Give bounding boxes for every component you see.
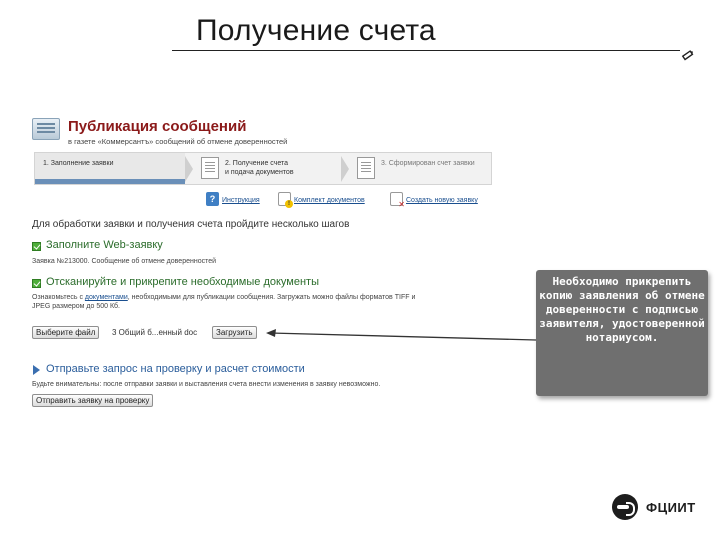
pen-icon: [680, 47, 697, 64]
publication-icon: [32, 118, 60, 140]
document-set-icon: [278, 192, 291, 206]
new-request-icon: [390, 192, 403, 206]
document-icon: [201, 157, 219, 179]
step-2-line2: и подача документов: [225, 169, 294, 176]
upload-button[interactable]: Загрузить: [212, 326, 257, 339]
logo-text: ФЦИИТ: [646, 500, 696, 515]
slide-title: Получение счета: [196, 14, 436, 47]
file-status: 3 Общий б...енный doc: [112, 328, 198, 337]
section-3-arrow-icon: [33, 365, 40, 375]
callout-box: [536, 270, 708, 396]
action-links: [206, 192, 496, 208]
step-3-label: 3. Сформирован счет заявки: [381, 160, 475, 167]
section-2-text-line2: JPEG размером до 500 Кб.: [32, 303, 120, 310]
title-rule: [172, 50, 680, 51]
step-2-label: [225, 159, 294, 177]
section-2-text-before: Ознакомьтесь с: [32, 294, 85, 301]
logo: [612, 492, 696, 520]
choose-file-button[interactable]: Выберите файл: [32, 326, 99, 339]
steps-bar: [34, 152, 492, 185]
step-1-label: 1. Заполнение заявки: [43, 160, 114, 167]
step-2[interactable]: [191, 153, 341, 184]
intro-text: Для обработки заявки и получения счета пройдите несколько шагов: [32, 219, 350, 230]
step-2-line1: 2. Получение счета: [225, 160, 289, 167]
section-2-title: Отсканируйте и прикрепите необходимые документы: [46, 276, 319, 288]
new-request-link[interactable]: Создать новую заявку: [406, 197, 478, 204]
app-screenshot: [30, 112, 500, 412]
section-2-check-icon: [32, 279, 41, 288]
step-3[interactable]: [347, 153, 491, 184]
step-progress-bar: [35, 179, 185, 184]
callout-text: Необходимо прикрепить копию заявления об отмене доверенности с подписью заявителя, удостоверенной нотариусом.: [539, 275, 705, 344]
page-subtitle: в газете «Коммерсантъ» сообщений об отмене доверенностей: [68, 137, 288, 146]
page-title: Публикация сообщений: [68, 118, 247, 135]
section-1-title: Заполните Web-заявку: [46, 239, 163, 251]
section-2-text-after: , необходимыми для публикации сообщения. Загружать можно файлы форматов TIFF и: [127, 294, 416, 301]
section-3-title: Отправьте запрос на проверку и расчет стоимости: [46, 363, 305, 375]
documents-link[interactable]: документами: [84, 294, 128, 301]
section-1-check-icon: [32, 242, 41, 251]
section-3-text: Будьте внимательны: после отправки заявки и выставления счета внести изменения в заявку невозможно.: [32, 381, 381, 388]
document-icon: [357, 157, 375, 179]
send-request-button[interactable]: Отправить заявку на проверку: [32, 394, 153, 407]
section-1-text: Заявка №213000. Сообщение об отмене доверенностей: [32, 258, 217, 265]
instructions-link[interactable]: Инструкция: [222, 197, 260, 204]
logo-mark-icon: [612, 494, 638, 520]
help-icon: ?: [206, 192, 219, 206]
step-1[interactable]: [35, 153, 185, 184]
document-set-link[interactable]: Комплект документов: [294, 197, 365, 204]
section-2-text: [32, 293, 415, 311]
